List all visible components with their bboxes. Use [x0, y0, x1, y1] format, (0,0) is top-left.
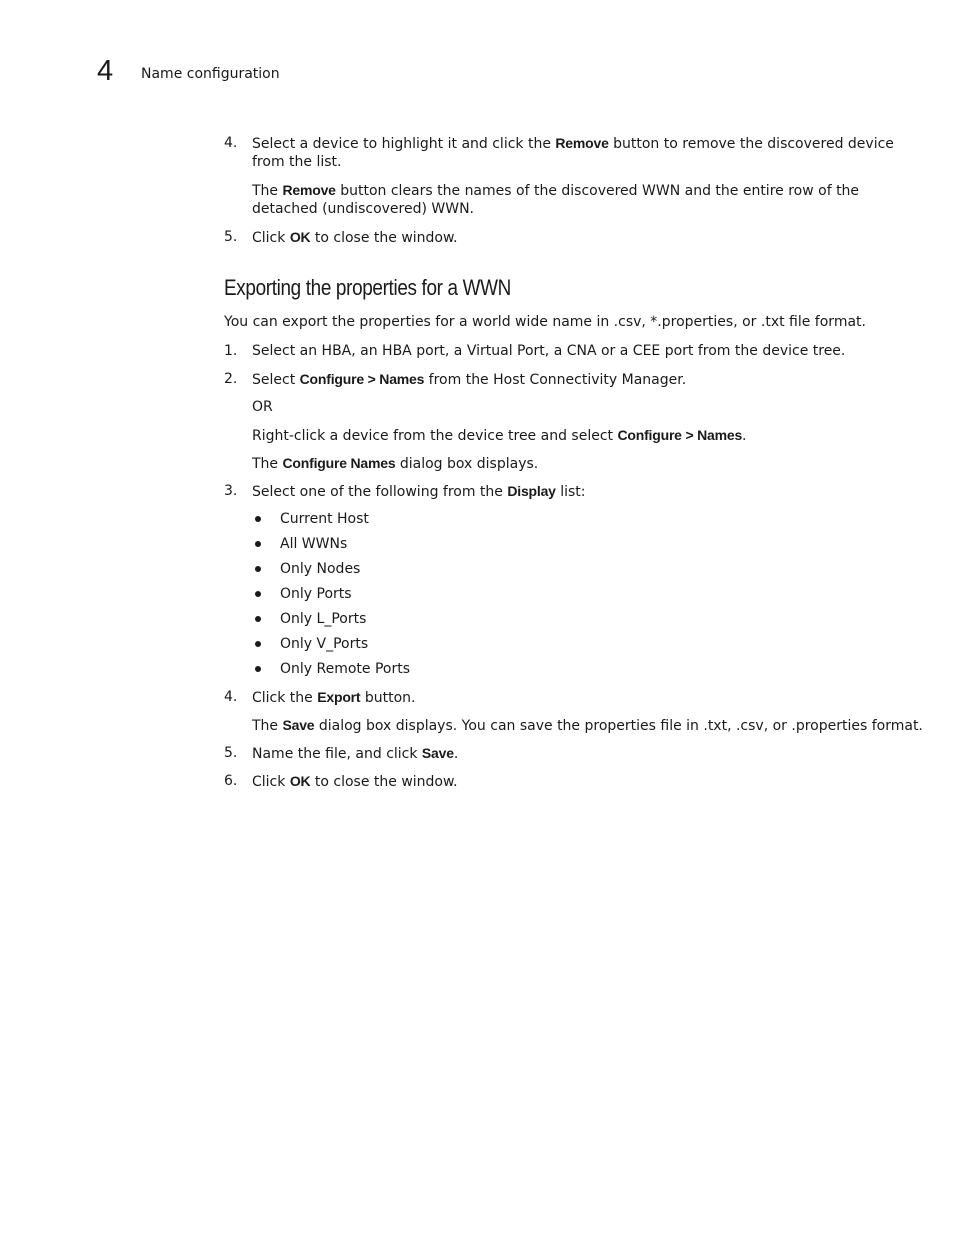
- step-text: Click OK to close the window.: [252, 773, 458, 790]
- bullet-icon: [255, 666, 261, 672]
- ui-term-save: Save: [421, 745, 454, 761]
- step-number: 4.: [224, 135, 238, 151]
- bullet-icon: [255, 591, 261, 597]
- step-text: Select a device to highlight it and click the Remove button to remove the discovered device: [252, 135, 894, 152]
- step-text: Click OK to close the window.: [252, 229, 458, 246]
- ui-term-configure-names: Configure > Names: [617, 427, 743, 443]
- bullet-icon: [255, 616, 261, 622]
- ui-term-display: Display: [507, 483, 556, 499]
- step-number: 1.: [224, 343, 238, 359]
- ui-term-remove: Remove: [282, 182, 336, 198]
- step-paragraph-line: detached (undiscovered) WWN.: [252, 201, 474, 217]
- step-text: Click the Export button.: [252, 689, 416, 706]
- bullet-icon: [255, 566, 261, 572]
- step-text: Name the file, and click Save.: [252, 745, 459, 762]
- list-item: Only Remote Ports: [280, 661, 411, 677]
- chapter-title: Name configuration: [141, 66, 280, 82]
- step-number: 5.: [224, 229, 238, 245]
- step-text: Select Configure > Names from the Host Connectivity Manager.: [252, 371, 687, 388]
- step-number: 6.: [224, 773, 238, 789]
- ui-term-ok: OK: [289, 773, 311, 789]
- list-item: Current Host: [280, 511, 369, 527]
- bullet-icon: [255, 541, 261, 547]
- section-heading: Exporting the properties for a WWN: [224, 275, 511, 300]
- list-item: All WWNs: [280, 536, 348, 552]
- step-number: 4.: [224, 689, 238, 705]
- ui-term-export: Export: [317, 689, 361, 705]
- step-text: Select an HBA, an HBA port, a Virtual Port, a CNA or a CEE port from the device tree.: [252, 343, 846, 359]
- list-item: Only L_Ports: [280, 611, 367, 627]
- step-number: 5.: [224, 745, 238, 761]
- list-item: Only Ports: [280, 586, 352, 602]
- step-number: 3.: [224, 483, 238, 499]
- chapter-number: 4: [97, 55, 114, 87]
- step-number: 2.: [224, 371, 238, 387]
- step-or: OR: [252, 399, 273, 415]
- step-paragraph: The Remove button clears the names of the discovered WWN and the entire row of the: [252, 182, 860, 199]
- list-item: Only V_Ports: [280, 636, 369, 652]
- ui-term-configure-names-dialog: Configure Names: [282, 455, 396, 471]
- ui-term-save: Save: [282, 717, 315, 733]
- step-alt-text: Right-click a device from the device tree and select Configure > Names.: [252, 427, 747, 444]
- bullet-icon: [255, 516, 261, 522]
- ui-term-ok: OK: [289, 229, 311, 245]
- bullet-icon: [255, 641, 261, 647]
- step-result: The Save dialog box displays. You can save the properties file in .txt, .csv, or .properties format.: [252, 717, 923, 734]
- section-intro: You can export the properties for a world wide name in .csv, *.properties, or .txt file format.: [224, 314, 866, 330]
- step-result: The Configure Names dialog box displays.: [252, 455, 539, 472]
- step-text-line: from the list.: [252, 154, 342, 170]
- step-text: Select one of the following from the Display list:: [252, 483, 586, 500]
- ui-term-configure-names: Configure > Names: [299, 371, 425, 387]
- ui-term-remove: Remove: [555, 135, 609, 151]
- list-item: Only Nodes: [280, 561, 361, 577]
